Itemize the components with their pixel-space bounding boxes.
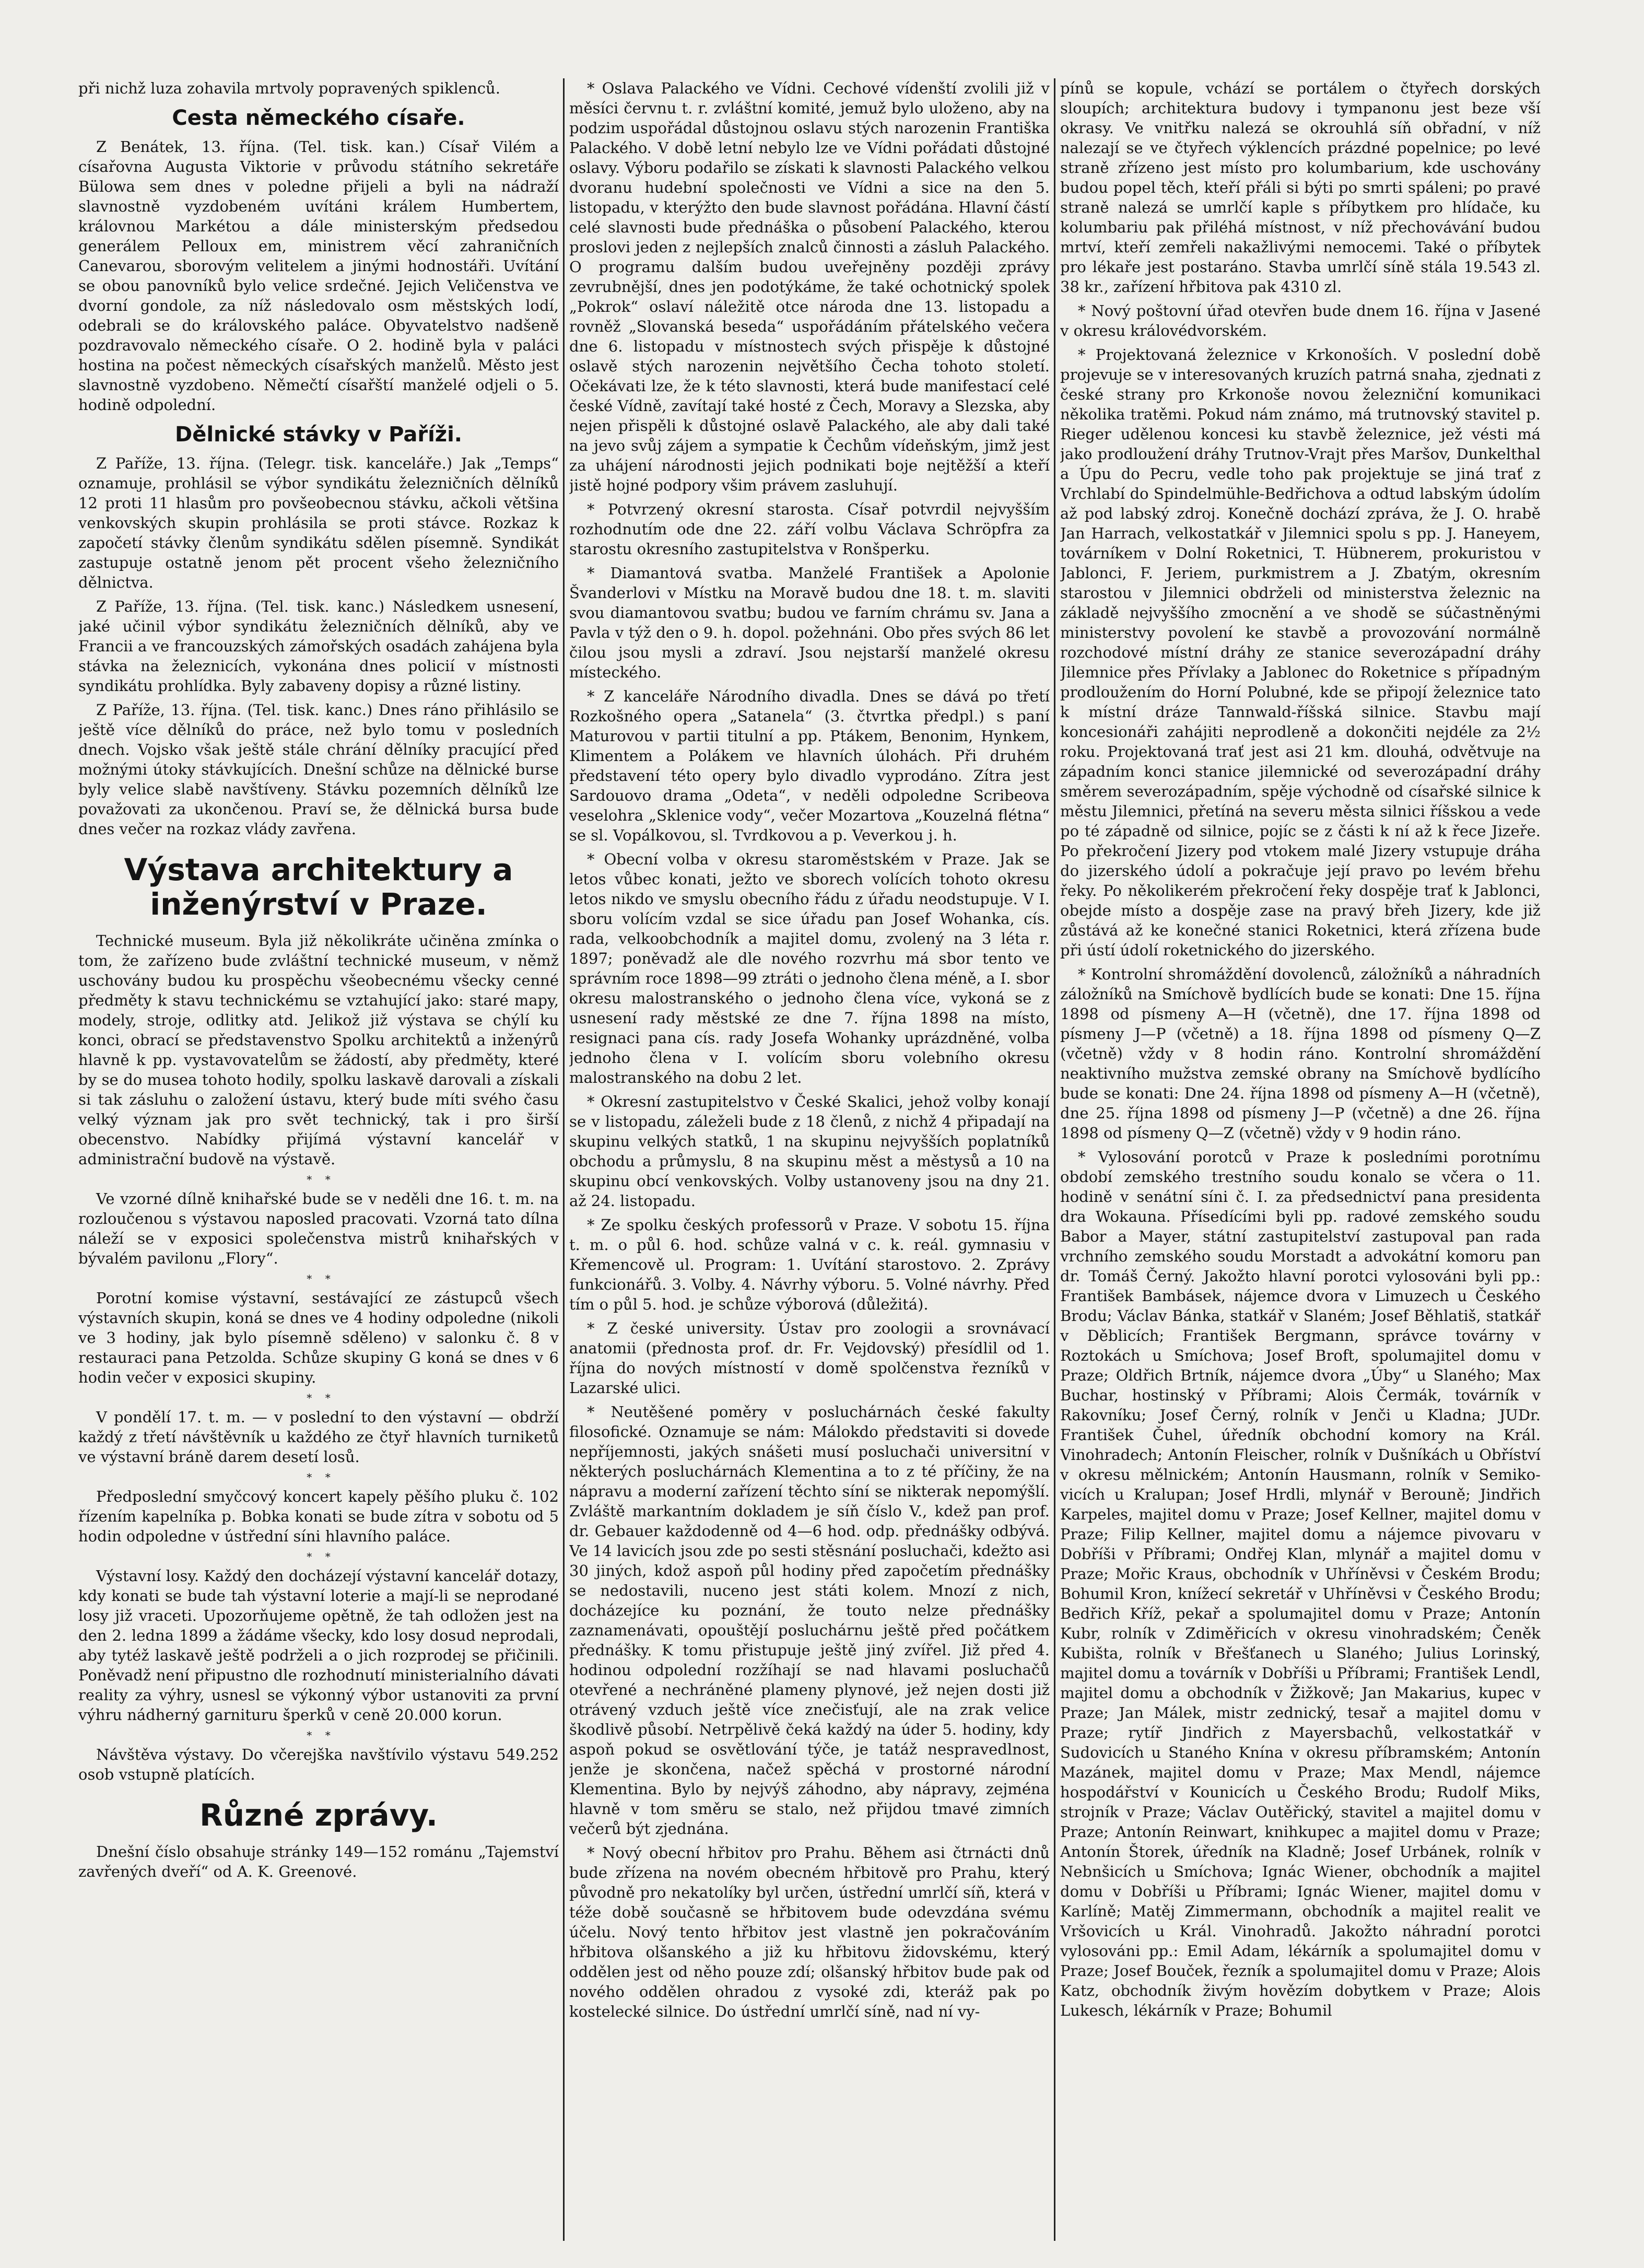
separator-stars: * * (307, 1392, 331, 1404)
paragraph: * Vylosování porotců v Praze k posledními porotnímu období zemského trestního soudu konalo se včera o 11. hodině v senátní síni č. I. za předsednictví pana presidenta dra Wokauna. Přísedícími byli pp. radové zemského soudu Babor a Mayer, státní zastupitelství zastupoval pan rada vrchního zemského soudu Morstadt a advokátní komoru pan dr. Tomáš Černý. Jakožto hlavní porotci vylosováni byli pp.: František Bambásek, nájemce dvora v Limuzech u Českého Brodu; Václav Bánka, statkář v Slaném; Josef Běhlatiš, statkář v Děblicích; František Bergmann, správce továrny v Roztokách u Smíchova; Josef Broft, spolumajitel domu v Praze; Oldřich Brtník, nájemce dvora „Úby“ u Slaného; Max Buchar, hostinský v Příbrami; Alois Čermák, továrník v Rakovníku; Josef Černý, rolník v Jenči u Kladna; JUDr. František Čuhel, úředník obchodní komory na Král. Vinohradech; Antonín Fleischer, rolník v Dušníkách u Obříství v okresu mělnickém; Antonín Hausmann, rolník v Semikovicích u Kralupan; Josef Hrdli, mlynář v Berouně; Jindřich Karpeles, majitel domu v Praze; Josef Kellner, majitel domu v Praze; Filip Kellner, majitel domu a nájemce pivovaru v Dobříši v Příbrami; Ondřej Klan, mlynář a majitel domu v Praze; Mořic Kraus, obchodník v Uhříněvsi v Českém Brodu; Bohumil Kron, knížecí sekretář v Uhříněvsi v Českého Brodu; Bedřich Kříž, pekař a spolumajitel domu v Praze; Antonín Kubr, rolník v Zdiměřicích v okresu vinohradském; Čeněk Kubišta, rolník v Břešťanech u Slaného; Julius Lorinský, majitel domu a továrník v Dobříši u Příbrami; František Lendl, majitel domu a obchodník v Žižkově; Jan Makarius, kupec v Praze; Jan Málek, mistr zednický, tesař a majitel domu v Praze; rytíř Jindřich z Mayersbachů, velkostatkář v Sudovicích u Staného Knína v okresu příbramském; Antonín Mazánek, majitel domu v Praze; Max Mendl, nájemce hospodářství v Kounicích u Českého Brodu; Rudolf Miks, strojník v Praze; Václav Outěřický, stavitel a majitel domu v Praze; Antonín Reinwart, knihkupec a majitel domu v Praze; Antonín Štorek, úředník na Kladně; Josef Urbánek, rolník v Nebnšicích u Smíchova; Ignác Wiener, obchodník a majitel domu v Dobříši u Příbrami; Ignác Wiener, majitel domu v Karlíně; Matěj Zimmermann, obchodník a majitel realit ve Vršovicích u Král. Vinohradů. Jakožto náhradní porotci vylosováni pp.: Emil Adam, lékárník a spolumajitel domu v Praze; Josef Bouček, řezník a spolumajitel domu v Praze; Alois Katz, obchodník živým hovězím dobytkem v Praze; Alois Lukesch, lékárník v Praze; Bohumil (1060, 1148, 1541, 2019)
paragraph: * Nový obecní hřbitov pro Prahu. Během asi čtrnácti dnů bude zřízena na novém obecném hřbitově pro Prahu, který původně pro nekatolíky byl určen, ústřední umrlčí síň, která v téže době současně se hřbitovem bude odevzdána svému účelu. Nový tento hřbitov jest vlastně jen pokračováním hřbitova olšanského a již ku hřbitovu židovskému, který oddělen jest od něho pouze zdí; olšanský hřbitov bude pak od nového oddělen ohradou z vysoké zdi, kteráž pak po kostelecké silnice. Do ústřední umrlčí síně, nad ní vy- (569, 1844, 1050, 2020)
paragraph: Z Paříže, 13. října. (Tel. tisk. kanc.) Následkem usnesení, jaké učinil výbor syndikátu železničních dělníků, aby ve Francii a ve francouzských zámořských osadách zahájena byla stávka na železnicích, vykonána dnes policií v místnosti syndikátu prohlídka. Byly zabaveny dopisy a různé listiny. (78, 598, 559, 695)
paragraph: * Neutěšené poměry v posluchárnách české fakulty filosofické. Oznamuje se nám: Málokdo představiti si dovede nepříjemnosti, jakých snášeti musí posluchači universitní v některých posluchárnách Klementina a to z té příčiny, že na nápravu a moderní zařízení těchto síní se nikterak nepomýšlí. Zvláště markantním dokladem je síň číslo V., kdež pan prof. dr. Gebauer každodenně od 4—6 hod. odp. přednášky odbývá. Ve 14 lavicích jsou zde po sesti stěsnání posluchači, kdežto asi 30 jiných, kdož aspoň půl hodiny před započetím přednášky se nedostavili, nuceno jest státi kolem. Mnozí z nich, docházejíce ku poznání, že touto nelze přednášky zaznamenávati, opouštějí posluchárnu ještě před počátkem přednášky. K tomu přistupuje ještě jiný zvířel. Již před 4. hodinou odpolední rozžíhají se nad hlavami posluchačů otevřené a nechráněné plameny plynové, jež nejen dosti již otrávený vzduch ještě více znečisťují, ale na zrak velice škodlivě působí. Netrpělivě čeká každý na úder 5. hodiny, kdy aspoň pokud se osvětlování týče, je tatáž nespravedlnost, jenže je skončena, načež spěchá v prostorné národní Klementina. Bylo by nejvýš záhodno, aby nápravy, zejména hlavně v tom směru se stalo, než přijdou tmavé zimních večerů být zjednána. (569, 1403, 1050, 1838)
paragraph: Dnešní číslo obsahuje stránky 149—152 románu „Tajemství zavřených dveří“ od A. K. Greenové. (78, 1843, 559, 1880)
paragraph: Návštěva výstavy. Do včerejška navštívilo výstavu 549.252 osob vstupně platících. (78, 1746, 559, 1783)
paragraph: V pondělí 17. t. m. — v poslední to den výstavní — obdrží každý z třetí návštěvník u každého ze čtyř hlavních turniketů ve výstavní bráně darem desetí losů. (78, 1408, 559, 1466)
paragraph: Porotní komise výstavní, sestávající ze zástupců všech výstavních skupin, koná se dnes ve 4 hodiny odpoledne (nikoli ve 3 hodiny, jak bylo písemně sděleno) v salonku č. 8 v restauraci pana Petzolda. Schůze skupiny G koná se dnes v 6 hodin večer v exposici skupiny. (78, 1289, 559, 1386)
paragraph: * Projektovaná železnice v Krkonoších. V poslední době projevuje se v interesovaných kruzích patrná snaha, zjednati z české strany pro Krkonoše novou železniční komunikaci několika tratěmi. Pokud nám známo, má trutnovský stavitel p. Rieger udělenou koncesi ku stavbě železnice, jež vésti má jako prodloužení dráhy Trutnov-Vrajt přes Maršov, Dunkelthal a Úpu do Pecru, vedle toho pak projektuje se jiná trať z Vrchlabí do Spindelmühle-Bedřichova a odtud labským údolím až pod labský zdroj. Konečně dochází zpráva, že J. O. hrabě Jan Harrach, velkostatkář v Jilemnici spolu s pp. J. Haneyem, továrníkem v Dolní Roketnici, T. Hübnerem, prokuristou v Jablonci, F. Jeriem, purkmistrem a J. Zbatým, okresním starostou v Jilemnici obdrželi od ministerstva železnic na základě nejvyššího zmocnění a ve shodě se súčastněnými ministerstvy povolení ke stavbě a provozování normálně rozchodové místní dráhy ze stanice severozápadní dráhy Jilemnice přes Přívlaky a Jablonec do Roketnice s případným prodloužením do Horní Polubné, kde se připojí železnice tato k místní dráze Tannwald-říšská silnice. Stavbu mají koncesionáři zahájiti neprodleně a dokončiti nejdéle za 2½ roku. Projektovaná trať jest asi 21 km. dlouhá, odvětvuje na západním konci stanice jilemnické od severozápadní dráhy směrem severozápadním, spěje východně od císařské silnice k městu Jilemnici, přetíná na severu města silnici říšskou a vede po té západně od silnice, pojíc se z části k ní až k řece Jizeře. Po překročení Jizery pod vtokem malé Jizery vstupuje dráha do jizerského údolí a pokračuje její pravo po levém břehu řeky. Po několikerém překročení řeky dospěje trať k Jablonci, obejde místo a dospěje zase na pravý břeh Jizery, kde již zůstává až ke konečné stanici Roketnici, která zřízena bude při ústí údolí roketnického do jizerského. (1060, 346, 1541, 959)
paragraph: Předposlední smyčcový koncert kapely pěšího pluku č. 102 řízením kapelníka p. Bobka konati se bude zítra v sobotu od 5 hodin odpoledne v ústřední síni hlavního paláce. (78, 1488, 559, 1545)
paragraph: * Oslava Palackého ve Vídni. Cechové vídenští zvolili již v měsíci červnu t. r. zvláštní komité, jemuž bylo uloženo, aby na podzim uspořádal důstojnou oslavu stých narozenin Františka Palackého. V době letní nebylo lze ve Vídni pořádati důstojné oslavy. Výboru podařilo se získati k slavnosti Palackého velkou dvoranu hudební společnosti ve Vídni a sice na den 5. listopadu, v kterýžto den bude slavnost pořádána. Hlavní částí celé slavnosti bude přednáška o působení Palackého, kterou proslovi jeden z nejlepších znalců činnosti a zásluh Palackého. O programu dalším budou uveřejněny později zprávy zevrubnější, dnes jen podotýkáme, že také ochotnický spolek „Pokrok“ oslaví náležitě otce národa dne 13. listopadu a rovněž „Slovanská beseda“ uspořádáním přátelského večera dne 6. listopadu v místnostech svých přispěje k důstojné oslavě stých narozenin největšího Čecha tohoto století. Očekávati lze, že k této slavnosti, která bude manifestací celé české Vídně, zavítají také hosté z Čech, Moravy a Slezska, aby nejen přispěli k důstojné oslavě Palackého, ale aby dali také na jevo svůj zájem a sympatie k Čechům vídeňským, jimž jest za uhájení národnosti jejich podnikati boje nejtěžší a kteří jistě hojné podpory všim právem zasluhují. (569, 79, 1050, 494)
column-1 (78, 78, 559, 2241)
paragraph: * Z kanceláře Národního divadla. Dnes se dává po třetí Rozkošného opera „Satanela“ (3. čtvrtka předpl.) s paní Maturovou v partii titulní a pp. Ptákem, Benonim, Hynkem, Klimentem a Polákem ve hlavních úlohách. Při druhém představení této opery bylo divadlo vyprodáno. Zítra jest Sardouovo drama „Odeta“, v neděli odpoledne Scribeova veselohra „Sklenice vody“, večer Mozartova „Kouzelná flétna“ se sl. Vopálkovou, sl. Tvrdkovou a p. Veverkou j. h. (569, 687, 1050, 844)
separator-stars: * * (307, 1471, 331, 1483)
paragraph: * Ze spolku českých professorů v Praze. V sobotu 15. října t. m. o půl 6. hod. schůze valná v c. k. reál. gymnasiu v Křemencově ul. Program: 1. Uvítání starostovo. 2. Zprávy funkcionářů. 3. Volby. 4. Návrhy výboru. 5. Volné návrhy. Před tím o půl 5. hod. je schůze výborová (důležitá). (569, 1216, 1050, 1313)
separator-stars: * * (307, 1550, 331, 1563)
paragraph: * Z české university. Ústav pro zoologii a srovnávací anatomii (přednosta prof. dr. Fr. Vejdovský) přesídlil od 1. října do nových místností v domě spolčenstva řezníků v Lazarské ulici. (569, 1319, 1050, 1397)
separator-stars: * * (307, 1272, 331, 1285)
paragraph: Z Paříže, 13. října. (Telegr. tisk. kanceláře.) Jak „Temps“ oznamuje, prohlásil se výbor syndikátu železničních dělníků 12 proti 11 hlasům pro povšeobecnou stávku, ačkoli většina venkovských skupin prohlásila se proti stávce. Rozkaz k započetí stávky členům syndikátu sdělen písemně. Syndikát zastupuje ostatně jenom pět procent všeho železničního dělnictva. (78, 454, 559, 591)
newspaper-page (78, 78, 1541, 2241)
paragraph: Ve vzorné dílně knihařské bude se v neděli dne 16. t. m. na rozloučenou s výstavou naposled pracovati. Vzorná tato dílna náleží se v exposici společenstva mistrů knihařských v bývalém pavilonu „Flory“. (78, 1190, 559, 1267)
paragraph: * Kontrolní shromáždění dovolenců, záložníků a náhradních záložníků na Smíchově bydlících bude se konati: Dne 15. října 1898 od písmeny A—H (včetně), dne 17. října 1898 od písmeny J—P (včetně) a 18. října 1898 od písmeny Q—Z (včetně) vždy v 8 hodin ráno. Kontrolní shromáždění neaktivního mužstva zemské obrany na Smíchově bydlícího bude se konati: Dne 24. října 1898 od písmeny A—H (včetně), dne 25. října 1898 od písmeny J—P (včetně) a dne 26. října 1898 od písmeny Q—Z (včetně) vždy v 9 hodin ráno. (1060, 965, 1541, 1142)
paragraph: pínů se kopule, vchází se portálem o čtyřech dorských sloupích; architektura budovy i tympanonu jest beze vší okrasy. Ve vnitřku nalezá se okrouhlá síň obřadní, v níž nalezají se ve čtyřech výklencích prázdné popelnice; po levé straně zřízeno jest místo pro kolumbarium, kde uschovány budou popel těch, kteří přáli si býti po smrti spáleni; po pravé straně nalezá se umrlčí kaple s příbytkem pro hlídače, ku kolumbariu pak přiléhá místnost, v níž přechovávání budou mrtví, kteří zemřeli nakažlivými nemocemi. Také o příbytek pro lékaře jest postaráno. Stavba umrlčí síně stála 19.543 zl. 38 kr., zařízení hřbitova pak 4310 zl. (1060, 79, 1541, 296)
column-3 (1060, 78, 1541, 2241)
heading-vystava: Výstava architektury a inženýrství v Praze. (124, 852, 513, 922)
paragraph: * Potvrzený okresní starosta. Císař potvrdil nejvyšším rozhodnutím ode dne 22. září volbu Václava Schröpfra za starostu okresního zastupitelstva v Ronšperku. (569, 500, 1050, 558)
column-rule (563, 78, 565, 2241)
column-rule (1054, 78, 1055, 2241)
paragraph: * Nový poštovní úřad otevřen bude dnem 16. října v Jasené v okresu královédvorském. (1060, 302, 1541, 340)
paragraph: * Diamantová svatba. Manželé František a Apolonie Švanderlovi v Místku na Moravě budou dne 18. t. m. slaviti svou diamantovou svatbu; budou ve farním chrámu sv. Jana a Pavla v týž den o 9. h. dopol. požehnáni. Obo přes svých 86 let čilou jsou mysli a zdraví. Jsou nejstarší manželé okresu místeckého. (569, 564, 1050, 681)
heading-cesta: Cesta německého císaře. (172, 106, 465, 130)
paragraph: * Okresní zastupitelstvo v České Skalici, jehož volby konají se v listopadu, záleželi bude z 18 členů, z nichž 4 připadají na skupinu velkých statků, 1 na skupinu nejvyšších poplatníků obchodu a průmyslu, 8 na skupinu měst a městysů a 10 na skupinu obcí venkovských. Volby ustanoveny jsou na dny 21. až 24. listopadu. (569, 1093, 1050, 1210)
separator-stars: * * (307, 1173, 331, 1186)
paragraph: * Obecní volba v okresu staroměstském v Praze. Jak se letos vůbec konati, ježto ve sborech volících tohoto okresu letos nikdo ve smyslu obecního řádu z úřadu neodstupuje. V I. sboru volícím vzdal se sice úřadu pan Josef Wohanka, cís. rada, velkoobchodník a majitel domu, zvolený na 3 léta r. 1897; poněvadž ale dle nového rozvrhu má sbor tento ve správním roce 1898—99 ztráti o jednoho člena méně, a I. sbor okresu malostranského o jednoho člena více, vykoná se z usnesení rady městské ze dne 7. října 1898 na místo, resignaci pana cís. rady Josefa Wohanky uprázdněné, volba jednoho člena v I. volícím sboru volebního okresu malostranského na dobu 2 let. (569, 850, 1050, 1086)
paragraph: Výstavní losy. Každý den docházejí výstavní kancelář dotazy, kdy konati se bude tah výstavní loterie a mají-li se neprodané losy již vraceti. Upozorňujeme opětně, že tah odložen jest na den 2. ledna 1899 a žádáme všecky, kdo losy dosud neprodali, aby tytéž laskavě ještě podrželi a o jich rozprodej se přičinili. Poněvadž není připustno dle rozhodnutí ministerialního dávati reality za výhry, usnesl se výkonný výbor ustanoviti za první výhru nádherný garnituru šperků v ceně 20.000 korun. (78, 1567, 559, 1724)
column-2 (569, 78, 1050, 2241)
heading-stavky: Dělnické stávky v Paříži. (175, 423, 462, 447)
paragraph: Z Paříže, 13. října. (Tel. tisk. kanc.) Dnes ráno přihlásilo se ještě více dělníků do práce, než bylo tomu v posledních dnech. Vojsko však ještě stále chrání dělníky pracující před možnými útoky stávkujících. Dnešní schůze na dělnické burse byly velice slabě navštíveny. Stávku pozemních dělníků lze považovati za ukončenou. Praví se, že dělnická bursa bude dnes večer na rozkaz vlády zavřena. (78, 701, 559, 838)
paragraph: Technické museum. Byla již několikráte učiněna zmínka o tom, že zařízeno bude zvláštní technické museum, v němž uschovány budou ku prospěchu všeobecnému všecky cenné předměty k stavu technickému se vztahující jako: staré mapy, modely, stroje, odlitky atd. Jelikož již výstava se chýlí ku konci, obrací se představenstvo Spolku architektů a inženýrů hlavně k pp. vystavovatelům se žádostí, aby předměty, které by se do musea tohoto hodily, spolku laskavě darovali a získali si tak zásluhu o založení ústavu, který bude míti svého času velký význam jak pro svět technický, tak i pro širší obecenstvo. Nabídky přijímá výstavní kancelář v administrační budově na výstavě. (78, 932, 559, 1168)
heading-ruzne: Různé zprávy. (199, 1797, 438, 1833)
paragraph: při nichž luza zohavila mrtvoly popravených spiklenců. (78, 79, 500, 97)
separator-stars: * * (307, 1729, 331, 1741)
paragraph: Z Benátek, 13. října. (Tel. tisk. kan.) Císař Vilém a císařovna Augusta Viktorie v průvodu státního sekretáře Bülowa sem dnes v poledne přijeli a byli na nádraží slavnostně vyzdobeném uvítáni králem Humbertem, královnou Markétou a dále ministerským předsedou generálem Pelloux em, ministrem věcí zahraničních Canevarou, sborovým velitelem a jinými hodnostáři. Uvítání se obou panovníků bylo velice srdečné. Jejich Veličenstva ve dvorní gondole, za níž následovalo osm městských lodí, odebrali se do královského paláce. Obyvatelstvo nadšeně pozdravovalo německého císaře. O 2. hodině byla v paláci hostina na počest německých císařských manželů. Město jest slavnostně vyzdobeno. Němečtí císařští manželé odjeli o 5. hodině odpolední. (78, 138, 559, 414)
